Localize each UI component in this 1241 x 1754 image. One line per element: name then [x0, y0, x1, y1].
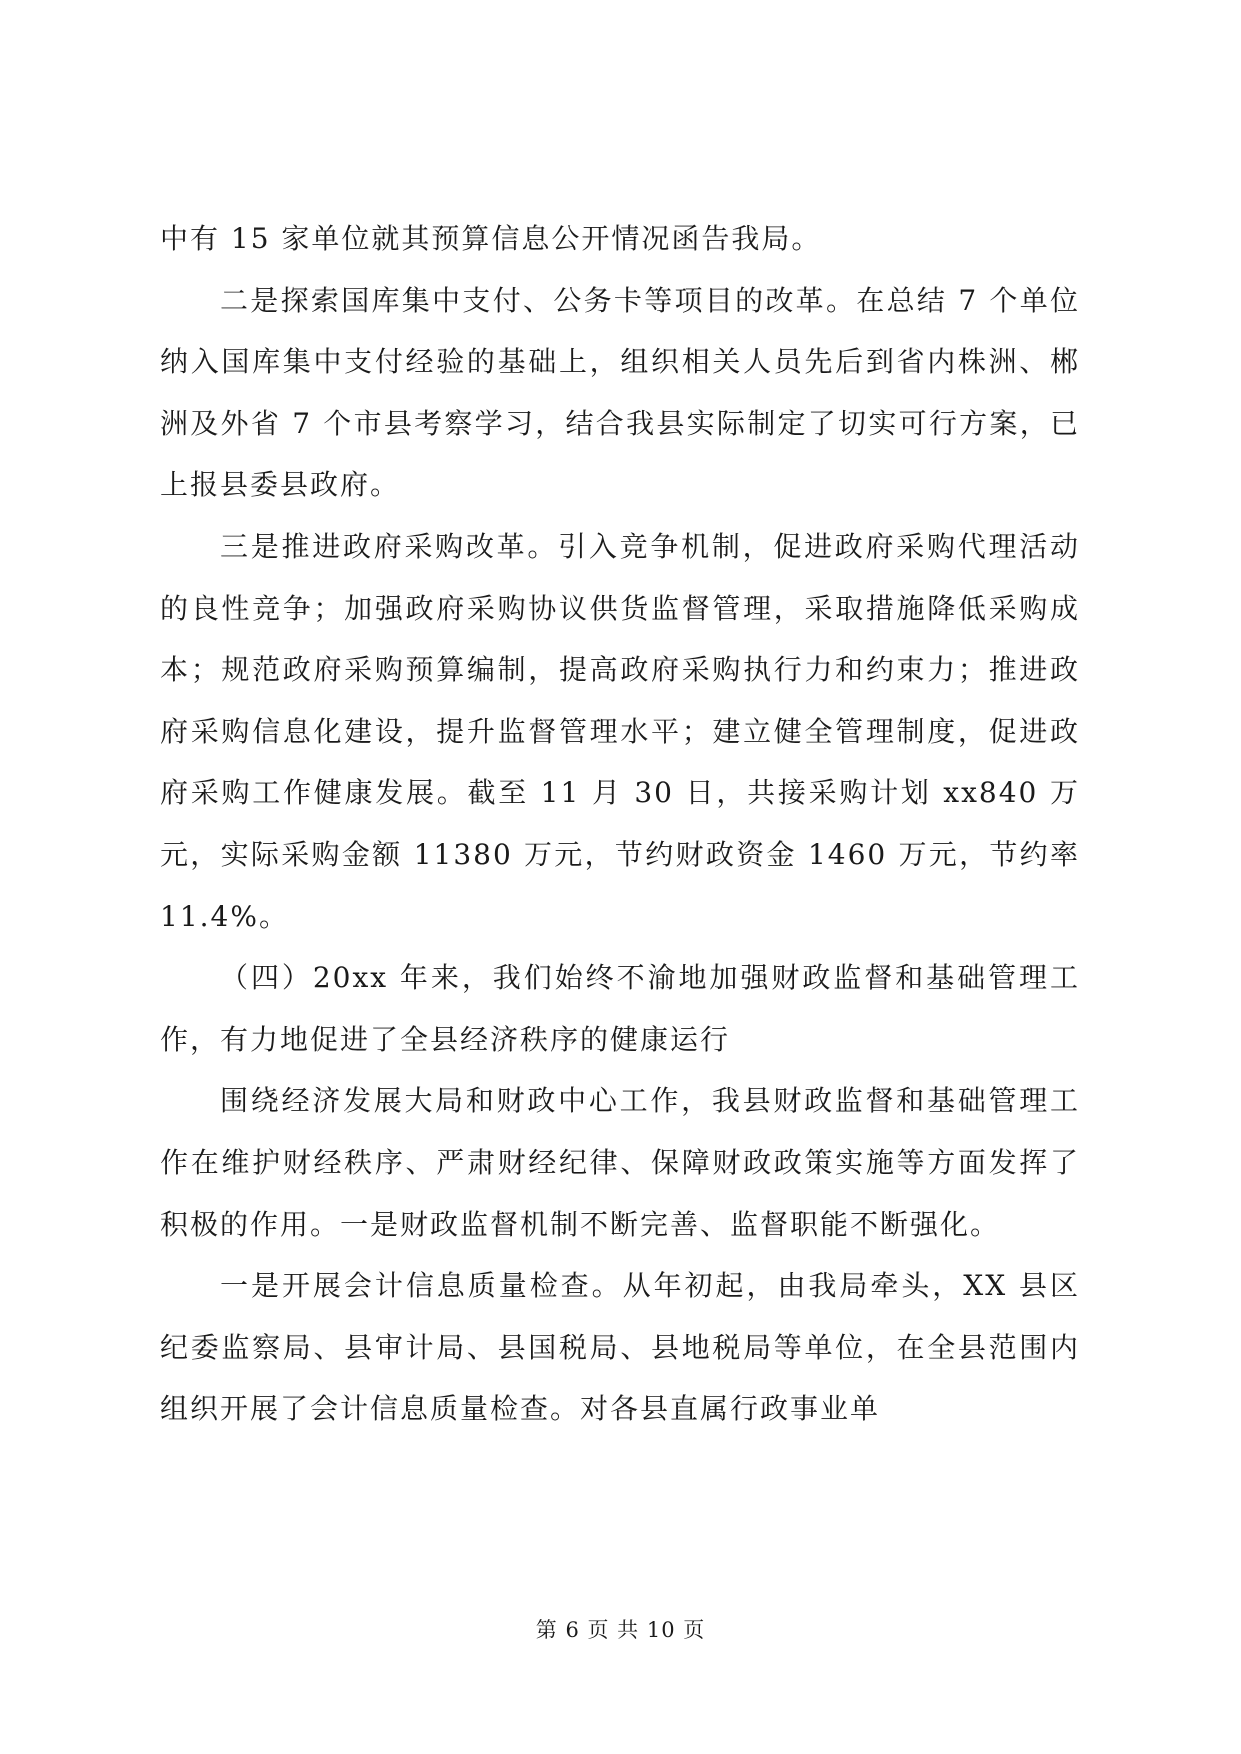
paragraph-section-four-heading: （四）20xx 年来，我们始终不渝地加强财政监督和基础管理工作，有力地促进了全县经济秩序的健康运行 [160, 961, 1080, 1056]
page-number-footer: 第 6 页 共 10 页 [535, 1618, 706, 1642]
paragraph-continuation: 中有 15 家单位就其预算信息公开情况函告我局。 [160, 222, 822, 255]
paragraph-procurement-reform: 三是推进政府采购改革。引入竞争机制，促进政府采购代理活动的良性竞争；加强政府采购协议供货监督管理，采取措施降低采购成本；规范政府采购预算编制，提高政府采购执行力和约束力；推进政府采购信息化建设，提升监督管理水平；建立健全管理制度，促进政府采购工作健康发展。截至 11 月 30 日，共接采购计划 xx840 万元，实际采购金额 11380 万元，节约财政资金 1460 万元，节约率 11.4%。 [160, 529, 1080, 933]
body-text [160, 208, 1080, 1440]
paragraph-supervision-overview: 围绕经济发展大局和财政中心工作，我县财政监督和基础管理工作在维护财经秩序、严肃财经纪律、保障财政政策实施等方面发挥了积极的作用。一是财政监督机制不断完善、监督职能不断强化。 [160, 1084, 1080, 1241]
paragraph-accounting-inspection: 一是开展会计信息质量检查。从年初起，由我局牵头，XX 县区纪委监察局、县审计局、县国税局、县地税局等单位，在全县范围内组织开展了会计信息质量检查。对各县直属行政事业单 [160, 1269, 1080, 1426]
paragraph-treasury-reform: 二是探索国库集中支付、公务卡等项目的改革。在总结 7 个单位纳入国库集中支付经验的基础上，组织相关人员先后到省内株洲、郴洲及外省 7 个市县考察学习，结合我县实际制定了切实可行方案，已上报县委县政府。 [160, 283, 1080, 502]
